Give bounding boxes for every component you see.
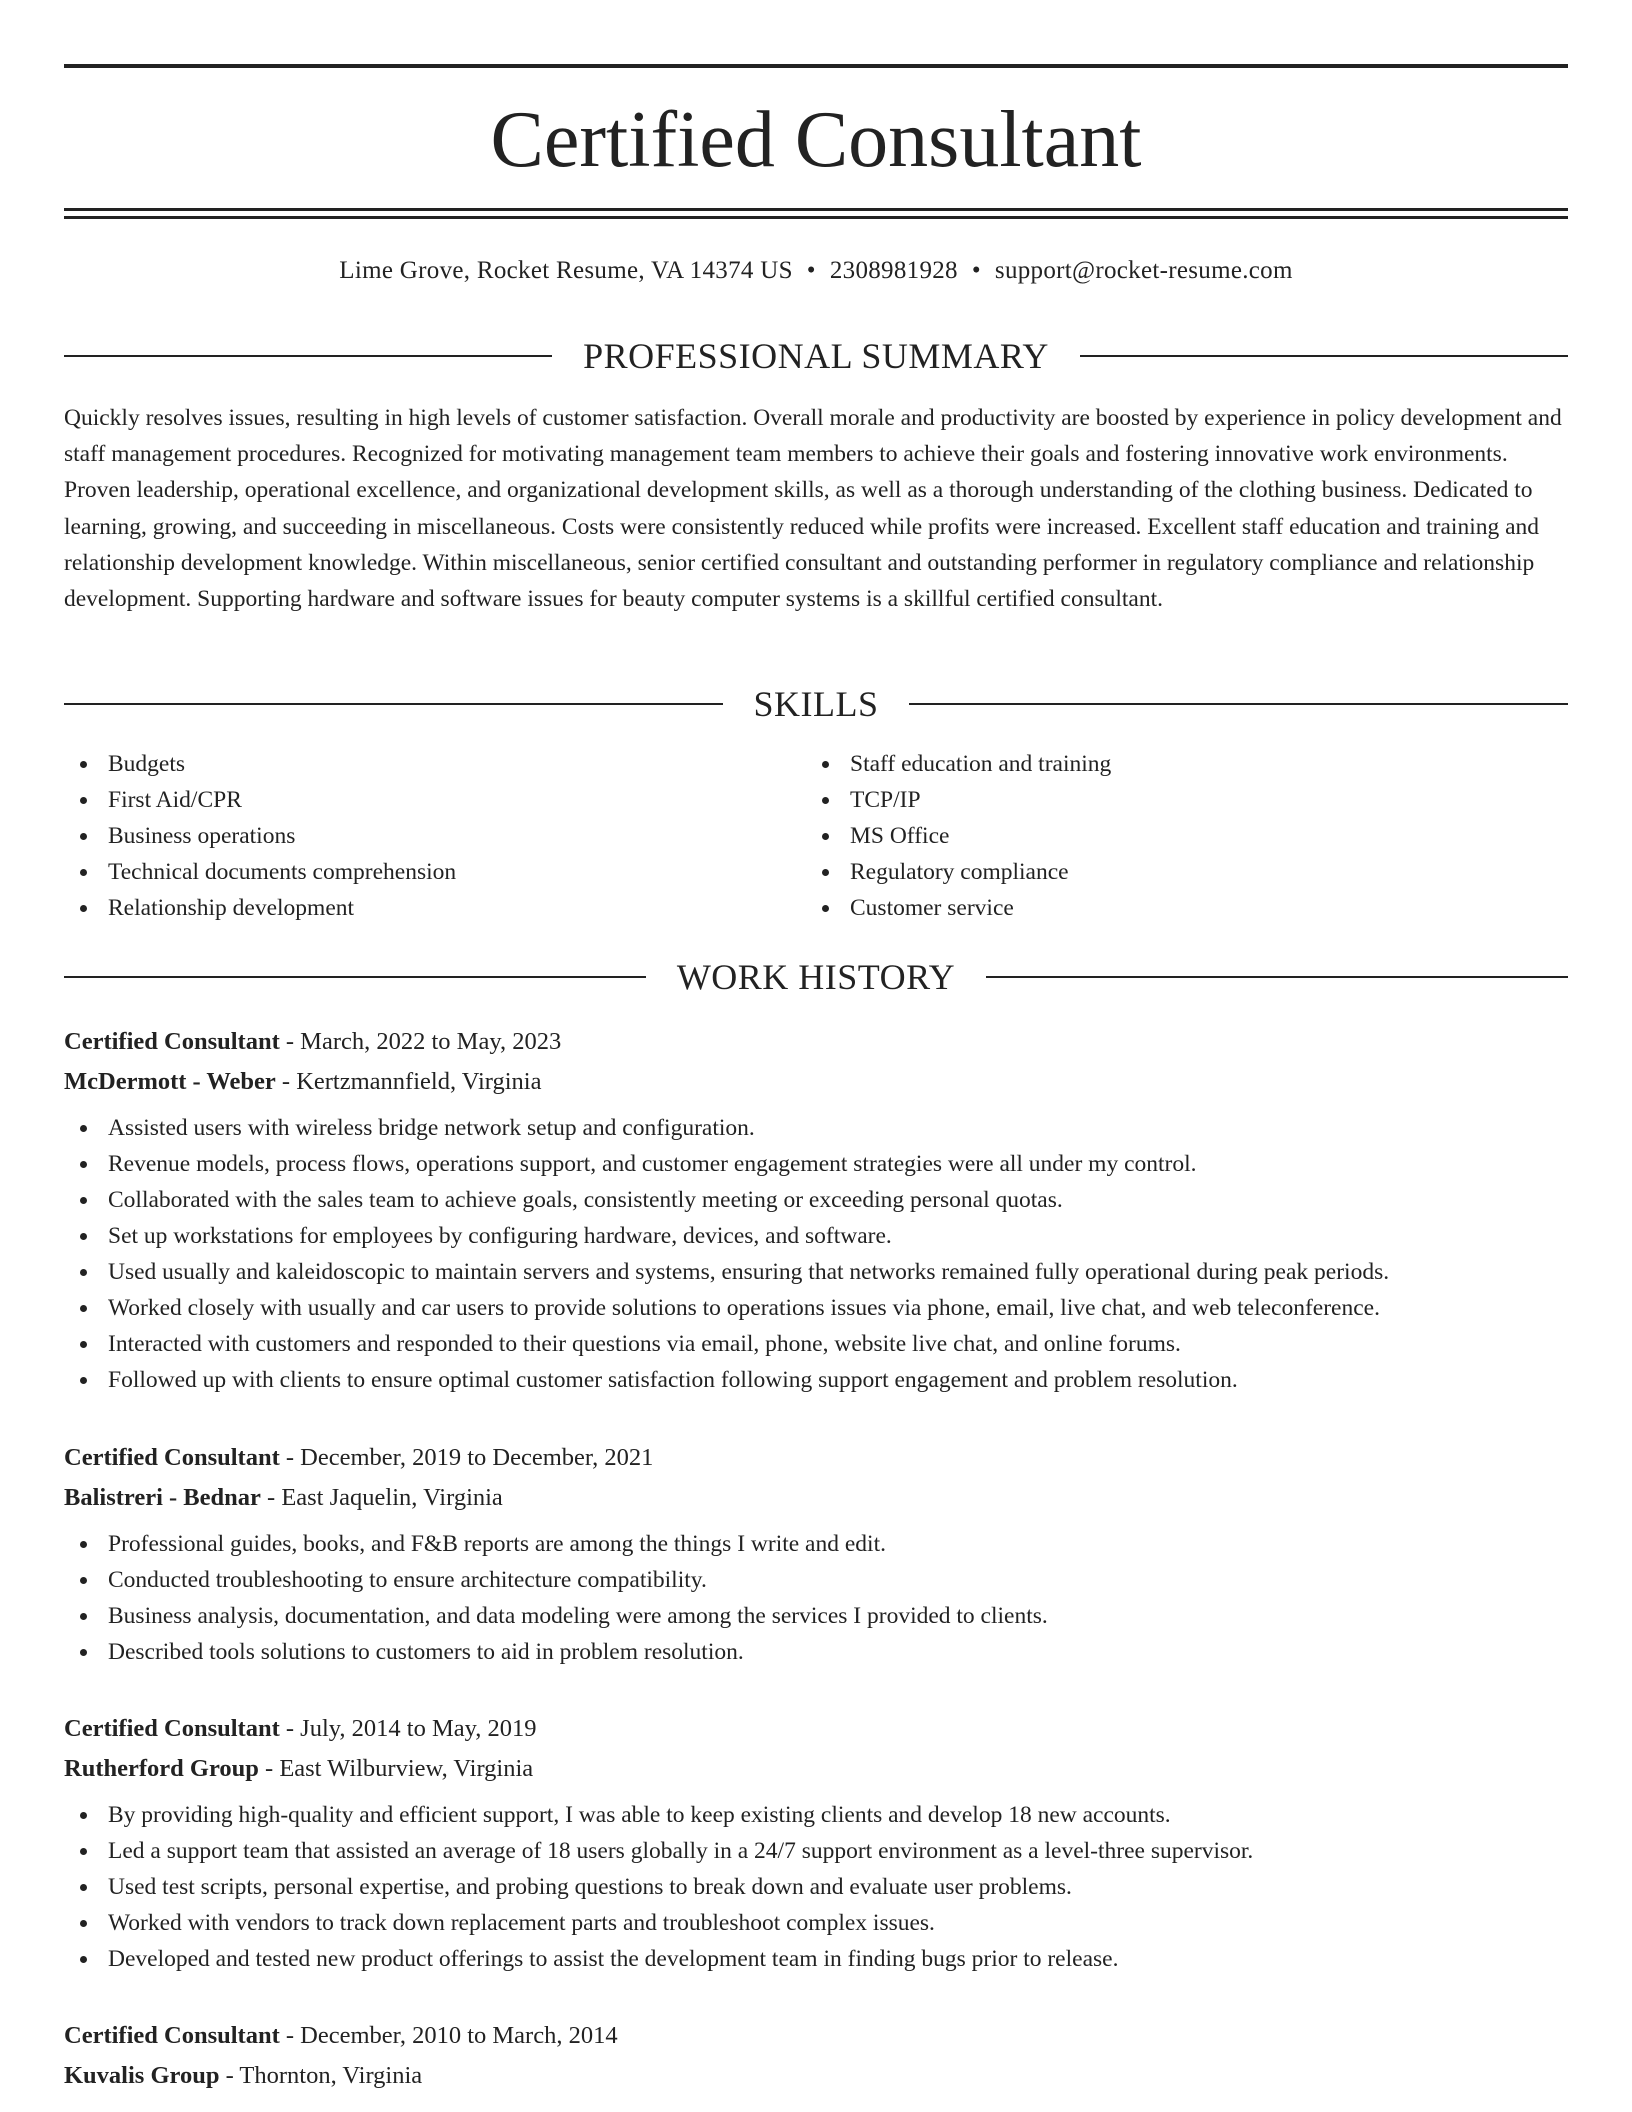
header-double-rule-lower — [64, 216, 1568, 219]
skills-column-left — [64, 746, 764, 926]
summary-title: PROFESSIONAL SUMMARY — [583, 336, 1049, 376]
contact-address: Lime Grove, Rocket Resume, VA 14374 US — [339, 257, 793, 284]
job-dates: July, 2014 to May, 2019 — [300, 1715, 537, 1742]
resume-name: Certified Consultant — [490, 96, 1142, 184]
job-bullet: Conducted troubleshooting to ensure architecture compatibility. — [64, 1562, 1568, 1598]
job-location: Thornton, Virginia — [239, 2062, 423, 2089]
job-dates: December, 2010 to March, 2014 — [300, 2022, 618, 2049]
job-bullet: Developed and tested new product offerings to assist the development team in finding bugs prior to release. — [64, 1941, 1568, 1977]
heading-rule-right — [1080, 355, 1568, 357]
job-bullet: Professional guides, books, and F&B reports are among the things I write and edit. — [64, 1526, 1568, 1562]
skill-item: Business operations — [64, 818, 764, 854]
skill-item: MS Office — [806, 818, 1506, 854]
job-bullet: Revenue models, process flows, operations support, and customer engagement strategies were all under my control. — [64, 1146, 1568, 1182]
skill-item: Technical documents comprehension — [64, 854, 764, 890]
job-bullet: Collaborated with the sales team to achieve goals, consistently meeting or exceeding personal quotas. — [64, 1182, 1568, 1218]
job-company: Kuvalis Group — [64, 2062, 220, 2089]
job-bullet: Assisted users with wireless bridge network setup and configuration. — [64, 1110, 1568, 1146]
job-company-line: Balistreri - Bednar - East Jaquelin, Virginia — [64, 1484, 503, 1511]
job-bullets — [64, 1110, 1568, 1398]
job-title-line: Certified Consultant - December, 2010 to March, 2014 — [64, 2022, 618, 2049]
job-title-line: Certified Consultant - July, 2014 to May, 2019 — [64, 1715, 537, 1742]
job-location: East Wilburview, Virginia — [279, 1755, 534, 1782]
job-title-line: Certified Consultant - March, 2022 to May, 2023 — [64, 1028, 562, 1055]
job-company-line: Kuvalis Group - Thornton, Virginia — [64, 2062, 423, 2089]
skill-item: Staff education and training — [806, 746, 1506, 782]
job-bullet: Worked with vendors to track down replacement parts and troubleshoot complex issues. — [64, 1905, 1568, 1941]
job-title: Certified Consultant — [64, 2022, 280, 2049]
header-top-rule — [64, 64, 1568, 68]
skill-item: Customer service — [806, 890, 1506, 926]
skills-column-right — [806, 746, 1506, 926]
skill-item: First Aid/CPR — [64, 782, 764, 818]
job-company: Rutherford Group — [64, 1755, 259, 1782]
job-bullet: Led a support team that assisted an average of 18 users globally in a 24/7 support environment as a level-three supervisor. — [64, 1833, 1568, 1869]
job-bullet: Used test scripts, personal expertise, and probing questions to break down and evaluate user problems. — [64, 1869, 1568, 1905]
summary-text: Quickly resolves issues, resulting in high levels of customer satisfaction. Overall morale and productivity are boosted by experience in policy development and staff management procedures. Recognized for motivating management team members to achieve their goals and fostering innovative work environments. Proven leadership, operational excellence, and organizational development skills, as well as a thorough understanding of the clothing business. Dedicated to learning, growing, and succeeding in miscellaneous. Costs were consistently reduced while profits were increased. Excellent staff education and training and relationship development knowledge. Within miscellaneous, senior certified consultant and outstanding performer in regulatory compliance and relationship development. Supporting hardware and software issues for beauty computer systems is a skillful certified consultant. — [64, 405, 1562, 613]
job-entry — [64, 1438, 1568, 1670]
job-location: Kertzmannfield, Virginia — [296, 1068, 542, 1095]
job-bullet: Followed up with clients to ensure optimal customer satisfaction following support engagement and problem resolution. — [64, 1362, 1568, 1398]
job-company: McDermott - Weber — [64, 1068, 276, 1095]
contact-line — [64, 254, 1568, 288]
work-history-heading — [64, 955, 1568, 999]
job-entry — [64, 2016, 1568, 2096]
work-history-title: WORK HISTORY — [676, 957, 956, 997]
contact-separator: • — [806, 257, 816, 284]
skill-item: Relationship development — [64, 890, 764, 926]
contact-phone: 2308981928 — [829, 257, 958, 284]
job-company: Balistreri - Bednar — [64, 1484, 261, 1511]
contact-email[interactable]: support@rocket-resume.com — [994, 257, 1293, 284]
job-bullet: Interacted with customers and responded to their questions via email, phone, website live chat, and online forums. — [64, 1326, 1568, 1362]
skill-item: Regulatory compliance — [806, 854, 1506, 890]
summary-heading — [64, 334, 1568, 378]
job-title: Certified Consultant — [64, 1444, 280, 1471]
skills-title: SKILLS — [753, 684, 879, 724]
job-bullet: Worked closely with usually and car users to provide solutions to operations issues via phone, email, live chat, and web teleconference. — [64, 1290, 1568, 1326]
job-title-line: Certified Consultant - December, 2019 to December, 2021 — [64, 1444, 654, 1471]
job-bullet: Set up workstations for employees by configuring hardware, devices, and software. — [64, 1218, 1568, 1254]
job-title: Certified Consultant — [64, 1715, 280, 1742]
job-company-line: McDermott - Weber - Kertzmannfield, Virginia — [64, 1068, 542, 1095]
job-bullets — [64, 1526, 1568, 1670]
job-bullet: Used usually and kaleidoscopic to maintain servers and systems, ensuring that networks remained fully operational during peak periods. — [64, 1254, 1568, 1290]
job-company-line: Rutherford Group - East Wilburview, Virginia — [64, 1755, 534, 1782]
job-location: East Jaquelin, Virginia — [281, 1484, 503, 1511]
header-double-rule-upper — [64, 208, 1568, 211]
heading-rule-right — [909, 703, 1568, 705]
contact-separator: • — [971, 257, 981, 284]
skills-heading — [64, 682, 1568, 726]
job-entry — [64, 1709, 1568, 1977]
heading-rule-right — [986, 976, 1568, 978]
job-dates: March, 2022 to May, 2023 — [300, 1028, 562, 1055]
skill-item: TCP/IP — [806, 782, 1506, 818]
job-bullets — [64, 1797, 1568, 1977]
job-entry — [64, 1022, 1568, 1398]
job-bullet: By providing high-quality and efficient support, I was able to keep existing clients and develop 18 new accounts. — [64, 1797, 1568, 1833]
job-bullet: Described tools solutions to customers to aid in problem resolution. — [64, 1634, 1568, 1670]
job-dates: December, 2019 to December, 2021 — [300, 1444, 654, 1471]
job-title: Certified Consultant — [64, 1028, 280, 1055]
job-bullet: Business analysis, documentation, and data modeling were among the services I provided to clients. — [64, 1598, 1568, 1634]
skill-item: Budgets — [64, 746, 764, 782]
